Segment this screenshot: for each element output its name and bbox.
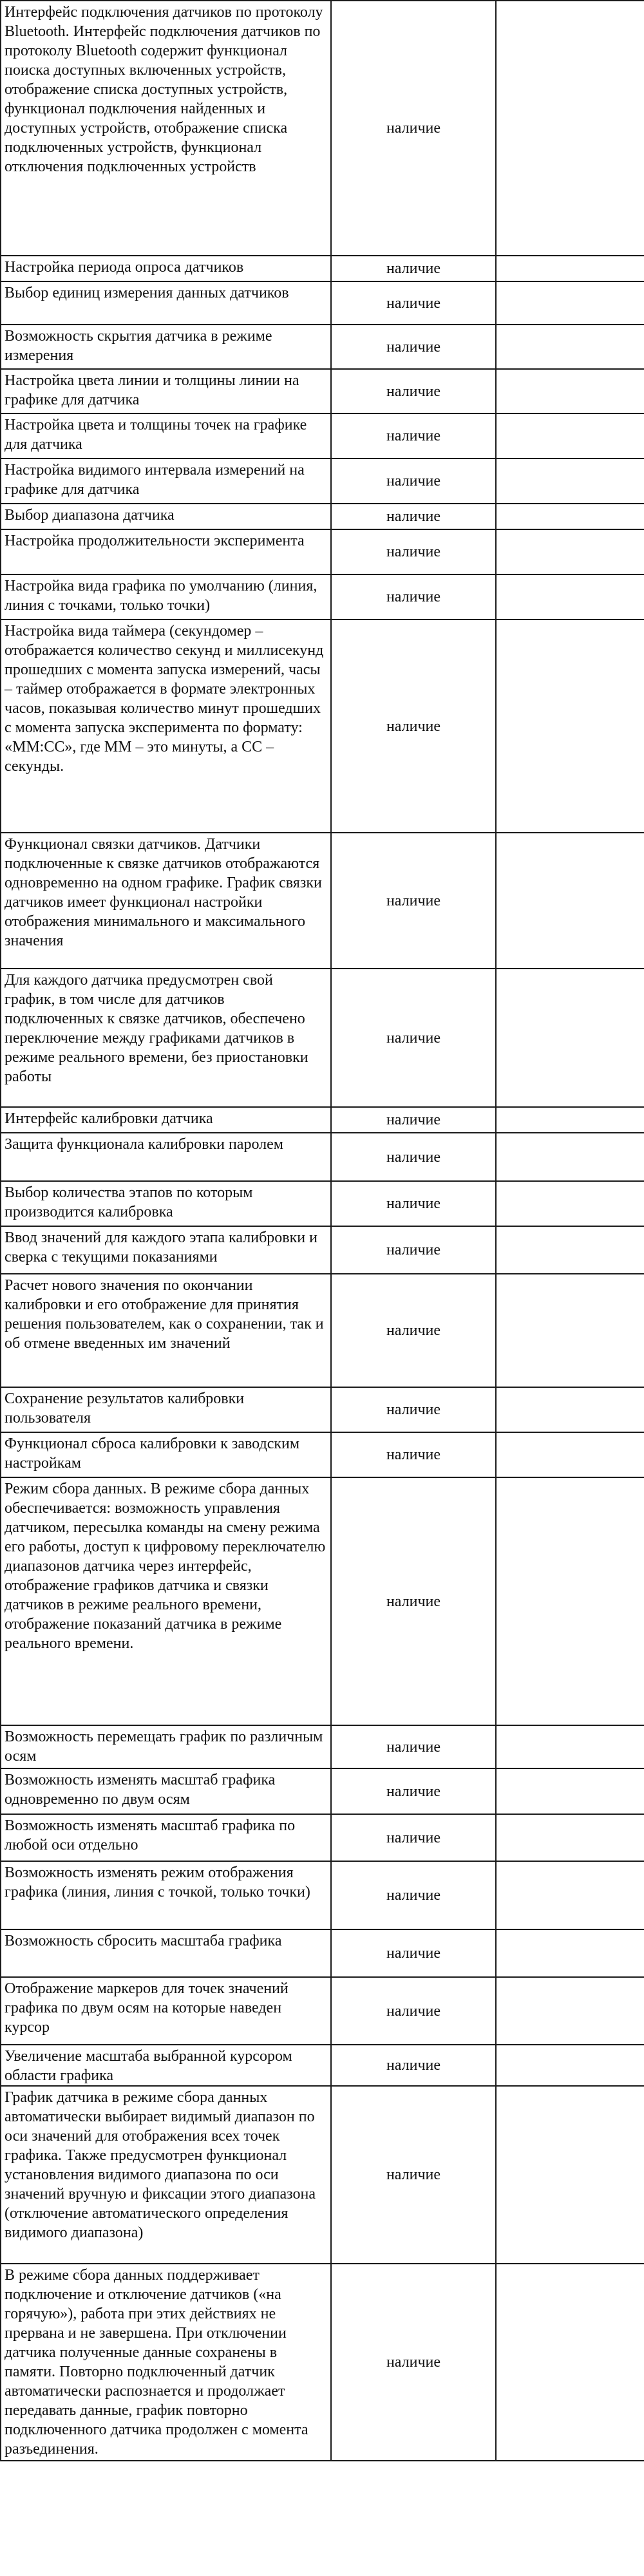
requirement-note xyxy=(496,1107,644,1133)
requirement-status: наличие xyxy=(331,1226,496,1274)
requirement-status: наличие xyxy=(331,1,496,256)
requirement-description: Настройка цвета линии и толщины линии на графике для датчика xyxy=(1,369,331,413)
requirement-status: наличие xyxy=(331,2264,496,2461)
requirement-description: Для каждого датчика предусмотрен свой график, в том числе для датчиков подключенных к связке датчиков, обеспечено переключение между графиками датчиков в режиме реального времени, без приостановки работы xyxy=(1,969,331,1107)
requirement-note xyxy=(496,1768,644,1814)
table-row xyxy=(1,529,644,574)
requirement-note xyxy=(496,574,644,620)
requirement-status: наличие xyxy=(331,1387,496,1432)
requirement-status: наличие xyxy=(331,529,496,574)
requirement-note xyxy=(496,1977,644,2045)
requirement-status: наличие xyxy=(331,2045,496,2086)
requirement-status: наличие xyxy=(331,620,496,833)
requirement-status: наличие xyxy=(331,1274,496,1387)
requirement-description: Выбор единиц измерения данных датчиков xyxy=(1,281,331,325)
requirement-status: наличие xyxy=(331,2086,496,2264)
requirement-status: наличие xyxy=(331,574,496,620)
requirement-status: наличие xyxy=(331,369,496,413)
requirement-description: Возможность скрытия датчика в режиме измерения xyxy=(1,325,331,369)
table-row xyxy=(1,1477,644,1725)
requirement-description: Возможность сбросить масштаба графика xyxy=(1,1929,331,1977)
requirement-status: наличие xyxy=(331,1133,496,1181)
table-row xyxy=(1,2045,644,2086)
table-row xyxy=(1,1814,644,1861)
table-row xyxy=(1,1861,644,1929)
requirement-note xyxy=(496,529,644,574)
table-row xyxy=(1,2086,644,2264)
requirement-status: наличие xyxy=(331,1814,496,1861)
requirement-description: Интерфейс калибровки датчика xyxy=(1,1107,331,1133)
table-row xyxy=(1,1768,644,1814)
requirement-status: наличие xyxy=(331,969,496,1107)
requirement-description: Выбор количества этапов по которым производится калибровка xyxy=(1,1181,331,1226)
requirement-status: наличие xyxy=(331,1725,496,1768)
requirement-status: наличие xyxy=(331,1768,496,1814)
table-row xyxy=(1,1107,644,1133)
requirement-note xyxy=(496,833,644,969)
requirement-description: Настройка вида графика по умолчанию (линия, линия с точками, только точки) xyxy=(1,574,331,620)
table-row xyxy=(1,833,644,969)
requirement-status: наличие xyxy=(331,1107,496,1133)
requirement-note xyxy=(496,969,644,1107)
requirement-description: Возможность изменять масштаб графика одновременно по двум осям xyxy=(1,1768,331,1814)
table-row xyxy=(1,1,644,256)
table-row xyxy=(1,1387,644,1432)
requirement-note xyxy=(496,413,644,459)
requirement-description: Сохранение результатов калибровки пользователя xyxy=(1,1387,331,1432)
requirement-description: График датчика в режиме сбора данных автоматически выбирает видимый диапазон по оси значений для отображения всех точек графика. Также предусмотрен функционал установления видимого диапазона по оси значений вручную и фиксации этого диапазона (отключение автоматического определения видимого диапазона) xyxy=(1,2086,331,2264)
table-row xyxy=(1,1432,644,1477)
requirement-note xyxy=(496,369,644,413)
requirement-description: Настройка видимого интервала измерений на графике для датчика xyxy=(1,459,331,504)
requirement-status: наличие xyxy=(331,1181,496,1226)
requirement-note xyxy=(496,1,644,256)
requirement-description: Выбор диапазона датчика xyxy=(1,504,331,529)
requirement-status: наличие xyxy=(331,325,496,369)
requirement-note xyxy=(496,1432,644,1477)
requirement-status: наличие xyxy=(331,833,496,969)
table-row xyxy=(1,281,644,325)
requirement-description: Настройка цвета и толщины точек на графике для датчика xyxy=(1,413,331,459)
table-row xyxy=(1,574,644,620)
table-row xyxy=(1,969,644,1107)
table-row xyxy=(1,1181,644,1226)
table-row xyxy=(1,369,644,413)
requirement-description: Отображение маркеров для точек значений графика по двум осям на которые наведен курсор xyxy=(1,1977,331,2045)
requirement-note xyxy=(496,1274,644,1387)
requirements-table-body xyxy=(1,1,644,2461)
requirement-description: Режим сбора данных. В режиме сбора данных обеспечивается: возможность управления датчиком, пересылка команды на смену режима его работы, доступ к цифровому переключателю диапазонов датчика через интерфейс, отображение графиков датчика и связки датчиков в режиме реального времени, отображение показаний датчика в режиме реального времени. xyxy=(1,1477,331,1725)
requirement-status: наличие xyxy=(331,1477,496,1725)
requirement-note xyxy=(496,504,644,529)
requirement-note xyxy=(496,459,644,504)
table-row xyxy=(1,1226,644,1274)
requirement-note xyxy=(496,1477,644,1725)
requirement-status: наличие xyxy=(331,413,496,459)
requirement-status: наличие xyxy=(331,256,496,281)
requirement-description: Возможность изменять режим отображения графика (линия, линия с точкой, только точки) xyxy=(1,1861,331,1929)
table-row xyxy=(1,504,644,529)
requirement-description: В режиме сбора данных поддерживает подключение и отключение датчиков («на горячую»), работа при этих действиях не прервана и не завершена. При отключении датчика полученные данные сохранены в памяти. Повторно подключенный датчик автоматически распознается и продолжает передавать данные, график повторно подключенного датчика продолжен с момента разъединения. xyxy=(1,2264,331,2461)
requirement-note xyxy=(496,1181,644,1226)
table-row xyxy=(1,256,644,281)
requirement-description: Настройка периода опроса датчиков xyxy=(1,256,331,281)
table-row xyxy=(1,1929,644,1977)
requirement-description: Интерфейс подключения датчиков по протоколу Bluetooth. Интерфейс подключения датчиков по протоколу Bluetooth содержит функционал поиска доступных включенных устройств, отображение списка доступных устройств, функционал подключения найденных и доступных устройств, отображение списка подключенных устройств, функционал отключения подключенных устройств xyxy=(1,1,331,256)
table-row xyxy=(1,459,644,504)
requirement-description: Ввод значений для каждого этапа калибровки и сверка с текущими показаниями xyxy=(1,1226,331,1274)
table-row xyxy=(1,1133,644,1181)
requirement-description: Расчет нового значения по окончании калибровки и его отображение для принятия решения пользователем, как о сохранении, так и об отмене введенных им значений xyxy=(1,1274,331,1387)
requirement-note xyxy=(496,2086,644,2264)
requirement-description: Функционал сброса калибровки к заводским настройкам xyxy=(1,1432,331,1477)
requirement-note xyxy=(496,620,644,833)
table-row xyxy=(1,325,644,369)
requirement-note xyxy=(496,1725,644,1768)
requirement-status: наличие xyxy=(331,1977,496,2045)
table-row xyxy=(1,1274,644,1387)
requirement-description: Функционал связки датчиков. Датчики подключенные к связке датчиков отображаются одновременно на одном графике. График связки датчиков имеет функционал настройки отображения минимального и максимального значения xyxy=(1,833,331,969)
table-row xyxy=(1,1977,644,2045)
requirement-status: наличие xyxy=(331,1861,496,1929)
requirement-status: наличие xyxy=(331,459,496,504)
requirement-status: наличие xyxy=(331,1929,496,1977)
requirement-note xyxy=(496,2264,644,2461)
requirement-description: Увеличение масштаба выбранной курсором области графика xyxy=(1,2045,331,2086)
requirement-note xyxy=(496,281,644,325)
requirement-note xyxy=(496,1133,644,1181)
requirement-description: Возможность перемещать график по различным осям xyxy=(1,1725,331,1768)
requirement-description: Настройка вида таймера (секундомер – отображается количество секунд и миллисекунд прошедших с момента запуска измерений, часы – таймер отображается в формате электронных часов, показывая количество минут прошедших с момента запуска эксперимента по формату: «ММ:СС», где ММ – это минуты, а СС – секунды. xyxy=(1,620,331,833)
requirement-note xyxy=(496,256,644,281)
table-row xyxy=(1,620,644,833)
requirement-note xyxy=(496,325,644,369)
requirement-note xyxy=(496,2045,644,2086)
requirement-note xyxy=(496,1929,644,1977)
requirement-note xyxy=(496,1861,644,1929)
requirement-description: Настройка продолжительности эксперимента xyxy=(1,529,331,574)
requirement-description: Защита функционала калибровки паролем xyxy=(1,1133,331,1181)
table-row xyxy=(1,413,644,459)
requirement-status: наличие xyxy=(331,504,496,529)
requirement-status: наличие xyxy=(331,1432,496,1477)
table-row xyxy=(1,2264,644,2461)
requirement-note xyxy=(496,1814,644,1861)
requirement-description: Возможность изменять масштаб графика по любой оси отдельно xyxy=(1,1814,331,1861)
requirement-note xyxy=(496,1226,644,1274)
table-row xyxy=(1,1725,644,1768)
requirement-status: наличие xyxy=(331,281,496,325)
requirement-note xyxy=(496,1387,644,1432)
